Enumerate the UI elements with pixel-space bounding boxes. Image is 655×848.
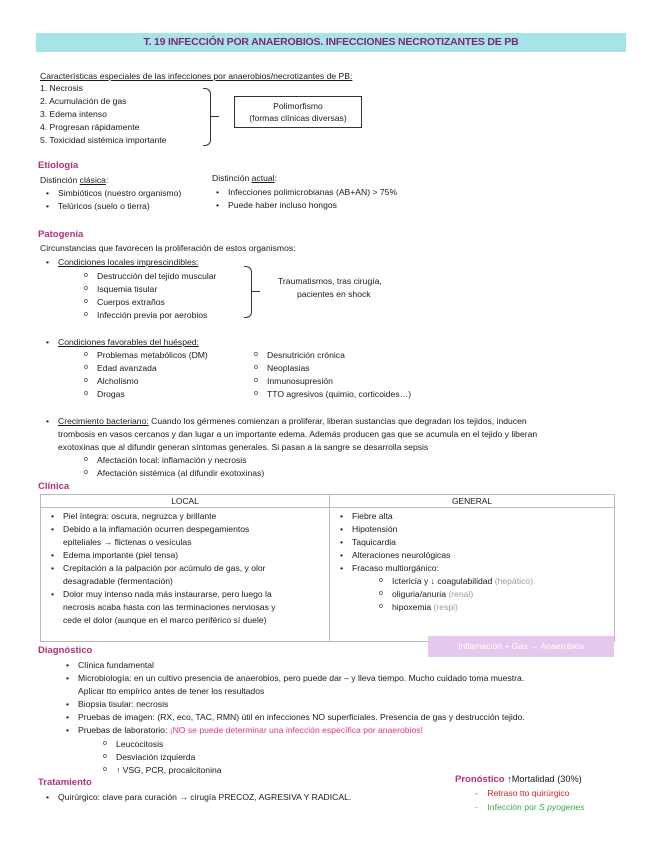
col-local-header: LOCAL [41, 495, 330, 508]
pronostico-item: - Retraso tto quirúrgico [475, 788, 570, 798]
huesped-item: o Edad avanzada [97, 362, 157, 374]
diagnostico-item: • Biopsia tisular: necrosis [78, 698, 168, 710]
local-item-cont: epiteliales → flictenas o vesículas [63, 537, 192, 547]
condicion-local-item: o Infección previa por aerobios [97, 309, 207, 321]
pronostico-item: - Infección por S pyogenes [475, 802, 585, 812]
caracteristica-item: 2. Acumulación de gas [40, 96, 127, 106]
locales-note-line1: Traumatismos, tras cirugía, [278, 276, 382, 286]
local-item: • Dolor muy intenso nada más instaurarse, pero luego la [63, 588, 272, 600]
condicion-local-item: o Destrucción del tejido muscular [97, 270, 216, 282]
diagnostico-item-cont: Aplicar tto empírico antes de tener los resultados [78, 686, 265, 696]
fracaso-item: o Ictericia y ↓ coagulabilidad (hepático) [392, 575, 533, 587]
afectacion-item: o Afectación local: inflamación y necrosis [97, 454, 247, 466]
locales-note-line2: pacientes en shock [297, 289, 371, 299]
polimorfismo-box [234, 96, 362, 128]
local-item: • Crepitación a la palpación por acúmulo de gas, y olor [63, 562, 266, 574]
distincion-actual-label: Distinción actual: [212, 173, 277, 183]
brace [203, 88, 211, 146]
local-item: • Piel íntegra: oscura, negruzca y brillante [63, 510, 216, 522]
condiciones-huesped-heading: • Condiciones favorables del huésped: [58, 336, 199, 348]
diagnostico-item: • Clínica fundamental [78, 659, 154, 671]
condiciones-locales-heading: • Condiciones locales imprescindibles: [58, 256, 198, 268]
local-item-cont: desagradable (fermentación) [63, 576, 173, 586]
condicion-local-item: o Isquemia tisular [97, 283, 157, 295]
crecimiento-bacteriano: • Crecimiento bacteriano: Cuando los gérmenes comienzan a proliferar, liberan sustancias que degradan los tejidos, inducen [58, 415, 527, 427]
condicion-local-item: o Cuerpos extraños [97, 296, 165, 308]
distincion-clasica-label: Distinción clásica: [40, 175, 109, 185]
huesped-item: o TTO agresivos (quimio, corticoides…) [267, 388, 411, 400]
brace-tip [251, 291, 260, 292]
etiologia-actual-item: • Puede haber incluso hongos [228, 199, 337, 211]
huesped-item: o Inmunosupresión [267, 375, 333, 387]
huesped-item: o Desnutrición crónica [267, 349, 345, 361]
general-cell [330, 508, 615, 642]
laboratorio-subitem: o Desviación izquierda [116, 751, 195, 763]
etiologia-heading: Etiología [38, 160, 79, 171]
clinica-table [40, 494, 615, 642]
laboratorio-subitem: o Leucocitosis [116, 738, 163, 750]
fracaso-item: o hipoxemia (respi) [392, 601, 458, 613]
patogenia-heading: Patogenia [38, 229, 84, 240]
clinica-heading: Clínica [38, 481, 70, 492]
etiologia-actual-item: • Infecciones polimicrobianas (AB+AN) > 75% [228, 186, 397, 198]
polimorfismo-title: Polimorfismo [273, 101, 323, 111]
afectacion-item: o Afectación sistémica (al difundir exotoxinas) [97, 467, 264, 479]
huesped-item: o Alcholismo [97, 375, 139, 387]
huesped-item: o Neoplasias [267, 362, 310, 374]
general-item: • Alteraciones neurológicas [352, 549, 450, 561]
general-item: • Hipotensión [352, 523, 397, 535]
laboratorio-item: • Pruebas de laboratorio: ¡NO se puede determinar una infección específica por anaerobios! [78, 724, 423, 736]
etiologia-clasica-item: • Telúricos (suelo o tierra) [58, 200, 150, 212]
crecimiento-line: exotoxinas que al difundir generan síntomas generales. Si pasan a la sangre se desarrolla sepsis [58, 442, 429, 452]
tratamiento-item: • Quirúrgico: clave para curación → cirugía PRECOZ, AGRESIVA Y RADICAL. [58, 791, 351, 803]
inflamacion-gas-pill: Inflamación + Gas → Anaerobios [428, 636, 614, 657]
brace-tip [210, 116, 219, 117]
caracteristica-item: 3. Edema intenso [40, 109, 107, 119]
caracteristicas-heading: Características especiales de las infecciones por anaerobios/necrotizantes de PB: [40, 71, 353, 81]
local-item: • Debido a la inflamación ocurren despegamientos [63, 523, 249, 535]
general-item: • Fracaso multiorgánico: [352, 562, 439, 574]
pronostico: Pronóstico ↑Mortalidad (30%) [455, 774, 582, 785]
brace [244, 266, 252, 318]
page-title: T. 19 INFECCIÓN POR ANAEROBIOS. INFECCIONES NECROTIZANTES DE PB [36, 33, 626, 52]
col-general-header: GENERAL [330, 495, 615, 508]
local-cell [41, 508, 330, 642]
diagnostico-item: • Microbiología: en un cultivo presencia de anaerobios, pero puede dar – y lleva tiempo. Mucho cuidado toma muestra. [78, 672, 524, 684]
local-item: • Edema importante (piel tensa) [63, 549, 178, 561]
local-item-cont: necrosis acaba hasta con las terminaciones nerviosas y [63, 602, 276, 612]
crecimiento-line: trombosis en vasos cercanos y dan lugar a un importante edema. Además producen gas que se acumula en el tejido y liberan [58, 429, 538, 439]
huesped-item: o Problemas metabólicos (DM) [97, 349, 208, 361]
diagnostico-item: • Pruebas de imagen: (RX, eco, TAC, RMN) útil en infecciones NO superficiales. Presencia de gas y destrucción tejido. [78, 711, 525, 723]
general-item: • Taquicardia [352, 536, 396, 548]
fracaso-item: o oliguria/anuria (renal) [392, 588, 473, 600]
caracteristica-item: 1. Necrosis [40, 83, 83, 93]
diagnostico-heading: Diagnóstico [38, 645, 93, 656]
caracteristica-item: 5. Toxicidad sistémica importante [40, 135, 167, 145]
patogenia-intro: Circunstancias que favorecen la proliferación de estos organismos: [40, 243, 296, 253]
caracteristica-item: 4. Progresan rápidamente [40, 122, 140, 132]
local-item-cont: cede el dolor (aunque en el marco periférico sí duele) [63, 615, 267, 625]
general-item: • Fiebre alta [352, 510, 393, 522]
polimorfismo-subtitle: (formas clínicas diversas) [249, 113, 347, 123]
huesped-item: o Drogas [97, 388, 125, 400]
laboratorio-subitem: o ↑ VSG, PCR, procalcitonina [116, 764, 222, 776]
tratamiento-heading: Tratamiento [38, 777, 92, 788]
etiologia-clasica-item: • Simbióticos (nuestro organismo) [58, 187, 181, 199]
